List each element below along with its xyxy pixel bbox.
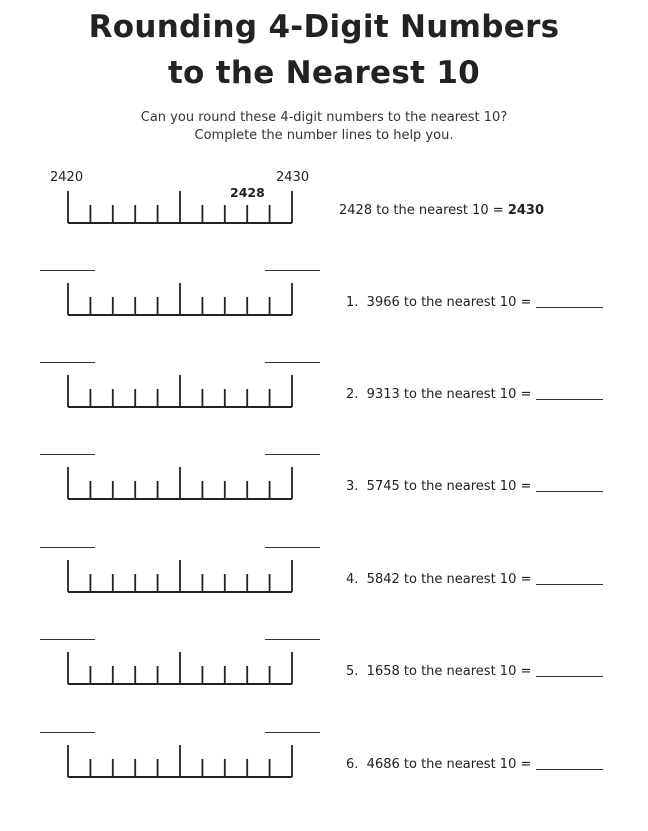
number-line [64, 556, 296, 596]
number-line [64, 648, 296, 688]
answer-blank[interactable] [536, 768, 603, 770]
right-endpoint-blank[interactable] [265, 639, 320, 640]
example-marked-value: 2428 [230, 185, 265, 200]
left-endpoint-blank[interactable] [40, 732, 95, 733]
right-endpoint-blank[interactable] [265, 454, 320, 455]
answer-blank[interactable] [536, 583, 603, 585]
question-text: 1658 to the nearest 10 = [366, 664, 532, 679]
answer-blank[interactable] [536, 490, 603, 492]
example-number-line [64, 187, 296, 227]
question-number: 6. [346, 757, 359, 772]
question-text: 3966 to the nearest 10 = [366, 295, 532, 310]
question-number: 5. [346, 664, 359, 679]
question-row [346, 572, 603, 587]
left-endpoint-blank[interactable] [40, 454, 95, 455]
answer-blank[interactable] [536, 306, 603, 308]
number-line [64, 279, 296, 319]
right-endpoint-blank[interactable] [265, 732, 320, 733]
example-left-label: 2420 [50, 170, 84, 185]
answer-blank[interactable] [536, 675, 603, 677]
question-row [346, 757, 603, 772]
right-endpoint-blank[interactable] [265, 362, 320, 363]
question-number: 4. [346, 572, 359, 587]
number-line [64, 463, 296, 503]
left-endpoint-blank[interactable] [40, 270, 95, 271]
right-endpoint-blank[interactable] [265, 270, 320, 271]
question-number: 1. [346, 295, 359, 310]
answer-blank[interactable] [536, 398, 603, 400]
example-statement [339, 203, 544, 218]
question-text: 5842 to the nearest 10 = [366, 572, 532, 587]
question-row [346, 479, 603, 494]
instruction-line-1: Can you round these 4-digit numbers to the nearest 10? [140, 110, 508, 125]
example-right-label: 2430 [276, 170, 310, 185]
question-row [346, 664, 603, 679]
number-line [64, 371, 296, 411]
instruction-line-2: Complete the number lines to help you. [194, 128, 454, 143]
question-row [346, 387, 603, 402]
page-title-line-1: Rounding 4-Digit Numbers [88, 9, 560, 45]
question-text: 5745 to the nearest 10 = [366, 479, 532, 494]
question-number: 2. [346, 387, 359, 402]
left-endpoint-blank[interactable] [40, 639, 95, 640]
page-title-line-2: to the Nearest 10 [167, 55, 481, 91]
left-endpoint-blank[interactable] [40, 362, 95, 363]
question-number: 3. [346, 479, 359, 494]
number-line [64, 741, 296, 781]
question-text: 4686 to the nearest 10 = [366, 757, 532, 772]
example-statement-text: 2428 to the nearest 10 = [339, 203, 504, 218]
left-endpoint-blank[interactable] [40, 547, 95, 548]
question-text: 9313 to the nearest 10 = [366, 387, 532, 402]
example-answer: 2430 [507, 203, 545, 218]
right-endpoint-blank[interactable] [265, 547, 320, 548]
question-row [346, 295, 603, 310]
